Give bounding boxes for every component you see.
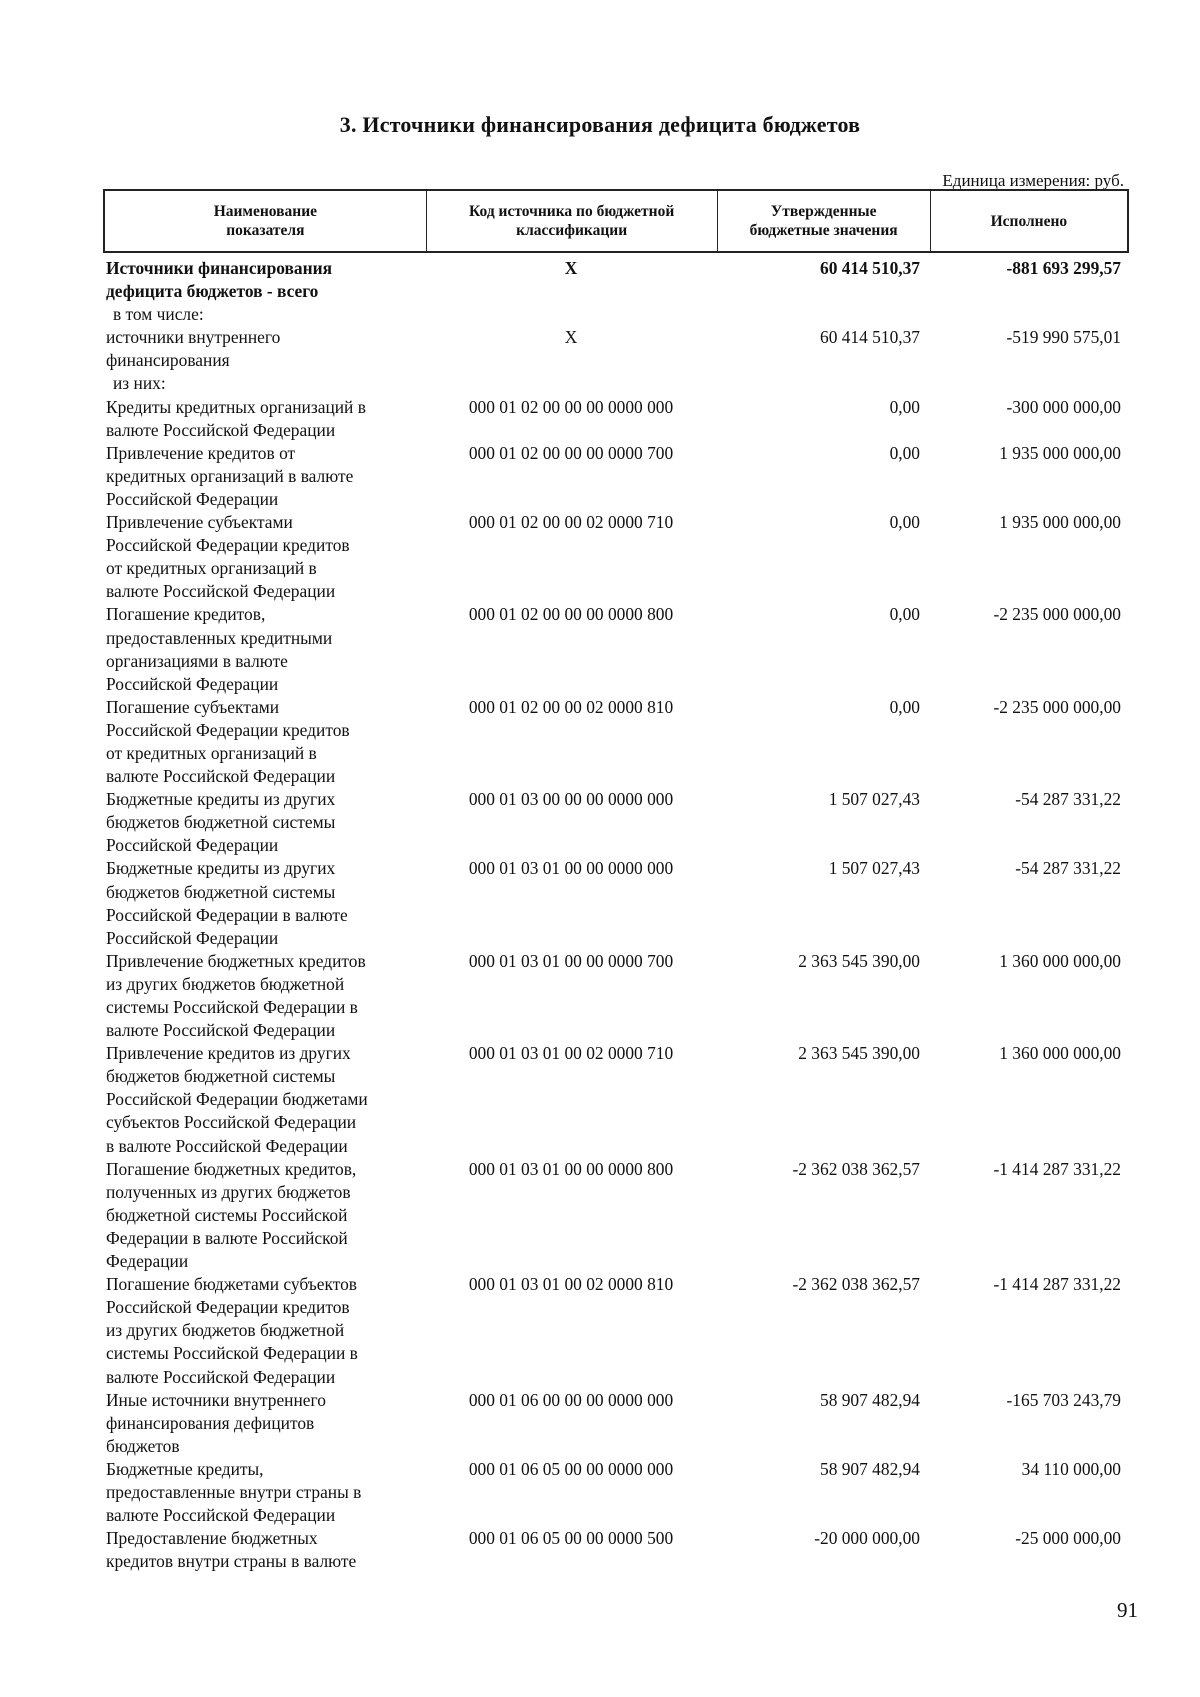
table-note: из них: (113, 373, 166, 394)
table-row (103, 857, 1129, 949)
row-executed: -25 000 000,00 (1015, 1528, 1121, 1549)
row-executed: -1 414 287 331,22 (993, 1158, 1121, 1179)
header-name-label: Наименование показателя (213, 203, 318, 239)
page-number: 91 (1117, 1598, 1138, 1622)
row-name: Предоставление бюджетных кредитов внутри страны в валюте (106, 1528, 357, 1572)
row-planned: -2 362 038 362,57 (792, 1158, 920, 1179)
row-name: Иные источники внутреннего финансирования дефицитов бюджетов (106, 1389, 326, 1456)
row-planned: 1 507 027,43 (828, 858, 920, 879)
table-row (103, 1158, 1129, 1273)
row-planned: 1 507 027,43 (828, 789, 920, 810)
row-name: Погашение субъектами Российской Федерации кредитов от кредитных организаций в валюте Российской Федерации (106, 696, 350, 787)
row-planned: 0,00 (889, 696, 920, 717)
row-name: Бюджетные кредиты, предоставленные внутри страны в валюте Российской Федерации (106, 1458, 362, 1526)
header-code (426, 191, 717, 251)
table-row (103, 950, 1129, 1042)
row-planned: 58 907 482,94 (820, 1389, 920, 1410)
header-planned-label: Утвержденные бюджетные значения (749, 203, 898, 239)
table-header (103, 189, 1129, 253)
table-row (103, 1273, 1129, 1388)
row-name: Источники финансирования дефицита бюджетов - всего (106, 258, 333, 302)
row-executed: -2 235 000 000,00 (993, 604, 1121, 625)
table-row (103, 1389, 1129, 1458)
row-code: 000 01 02 00 00 00 0000 700 (468, 442, 674, 463)
row-planned: -2 362 038 362,57 (792, 1274, 920, 1295)
row-executed: -54 287 331,22 (1015, 858, 1121, 879)
table-row (103, 788, 1129, 857)
table-row (103, 326, 1129, 372)
table-row (103, 1042, 1129, 1157)
row-name: Бюджетные кредиты из других бюджетов бюджетной системы Российской Федерации (106, 789, 336, 856)
row-code: X (564, 258, 578, 278)
row-planned: -20 000 000,00 (814, 1528, 920, 1549)
table-row (103, 257, 1129, 303)
row-code: 000 01 03 00 00 00 0000 000 (468, 789, 674, 810)
row-planned: 60 414 510,37 (820, 258, 920, 278)
table-row (103, 442, 1129, 511)
row-name: Погашение бюджетных кредитов, полученных из других бюджетов бюджетной системы Российской Федерации в валюте Российской Федерации (106, 1158, 357, 1272)
row-executed: 34 110 000,00 (1021, 1458, 1121, 1479)
row-executed: 1 360 000 000,00 (999, 1043, 1121, 1064)
row-code: 000 01 03 01 00 00 0000 800 (468, 1158, 674, 1179)
row-planned: 0,00 (889, 396, 920, 417)
row-executed: 1 935 000 000,00 (999, 442, 1121, 463)
row-planned: 0,00 (889, 512, 920, 533)
row-code: 000 01 06 05 00 00 0000 000 (468, 1458, 674, 1479)
row-planned: 60 414 510,37 (820, 327, 920, 348)
row-executed: -2 235 000 000,00 (993, 696, 1121, 717)
table-row (103, 396, 1129, 442)
row-code: 000 01 03 01 00 00 0000 700 (468, 950, 674, 971)
row-name: Погашение кредитов, предоставленных кредитными организациями в валюте Российской Федерации (106, 604, 333, 694)
table-row (103, 696, 1129, 788)
row-planned: 0,00 (889, 442, 920, 463)
row-code: 000 01 06 00 00 00 0000 000 (468, 1389, 674, 1410)
header-name (105, 191, 426, 251)
row-name: Кредиты кредитных организаций в валюте Российской Федерации (106, 396, 366, 440)
row-name: Привлечение субъектами Российской Федерации кредитов от кредитных организаций в валюте Российской Федерации (106, 512, 350, 602)
row-code: 000 01 02 00 00 02 0000 810 (468, 696, 674, 717)
row-code: 000 01 06 05 00 00 0000 500 (468, 1528, 674, 1549)
row-name: источники внутреннего финансирования (106, 327, 281, 371)
row-code: 000 01 03 01 00 02 0000 710 (468, 1043, 674, 1064)
row-planned: 58 907 482,94 (820, 1458, 920, 1479)
table-row (103, 1527, 1129, 1573)
row-executed: -54 287 331,22 (1015, 789, 1121, 810)
row-executed: -165 703 243,79 (1006, 1389, 1121, 1410)
page-title: 3. Источники финансирования дефицита бюджетов (339, 112, 861, 137)
row-name: Погашение бюджетами субъектов Российской Федерации кредитов из других бюджетов бюджетной системы Российской Федерации в валюте Российской Федерации (106, 1274, 358, 1387)
header-planned (717, 191, 930, 251)
row-name: Привлечение кредитов от кредитных организаций в валюте Российской Федерации (106, 442, 354, 509)
header-executed (930, 191, 1127, 251)
row-code: 000 01 02 00 00 00 0000 800 (468, 604, 674, 625)
unit-label: Единица измерения: руб. (942, 171, 1124, 190)
row-executed: -519 990 575,01 (1006, 327, 1121, 348)
header-executed-label: Исполнено (990, 212, 1068, 230)
row-name: Бюджетные кредиты из других бюджетов бюджетной системы Российской Федерации в валюте Российской Федерации (106, 858, 348, 948)
table-body (103, 257, 1129, 1573)
row-name: Привлечение бюджетных кредитов из других бюджетов бюджетной системы Российской Федерации в валюте Российской Федерации (106, 950, 366, 1041)
row-code: 000 01 03 01 00 02 0000 810 (468, 1274, 674, 1295)
row-executed: -881 693 299,57 (1006, 258, 1121, 278)
table-row (103, 603, 1129, 695)
row-code: 000 01 02 00 00 00 0000 000 (468, 396, 674, 417)
table-row (103, 1458, 1129, 1527)
row-code: X (564, 327, 578, 348)
row-executed: -300 000 000,00 (1006, 396, 1121, 417)
row-planned: 0,00 (889, 604, 920, 625)
row-executed: 1 360 000 000,00 (999, 950, 1121, 971)
row-planned: 2 363 545 390,00 (798, 950, 920, 971)
table-note: в том числе: (113, 304, 204, 325)
row-executed: 1 935 000 000,00 (999, 512, 1121, 533)
row-name: Привлечение кредитов из других бюджетов бюджетной системы Российской Федерации бюджетами субъектов Российской Федерации в валюте Российской Федерации (106, 1043, 368, 1156)
row-executed: -1 414 287 331,22 (993, 1274, 1121, 1295)
row-planned: 2 363 545 390,00 (798, 1043, 920, 1064)
table-row (103, 511, 1129, 603)
header-code-label: Код источника по бюджетной классификации (469, 203, 675, 239)
row-code: 000 01 03 01 00 00 0000 000 (468, 858, 674, 879)
row-code: 000 01 02 00 00 02 0000 710 (468, 512, 674, 533)
